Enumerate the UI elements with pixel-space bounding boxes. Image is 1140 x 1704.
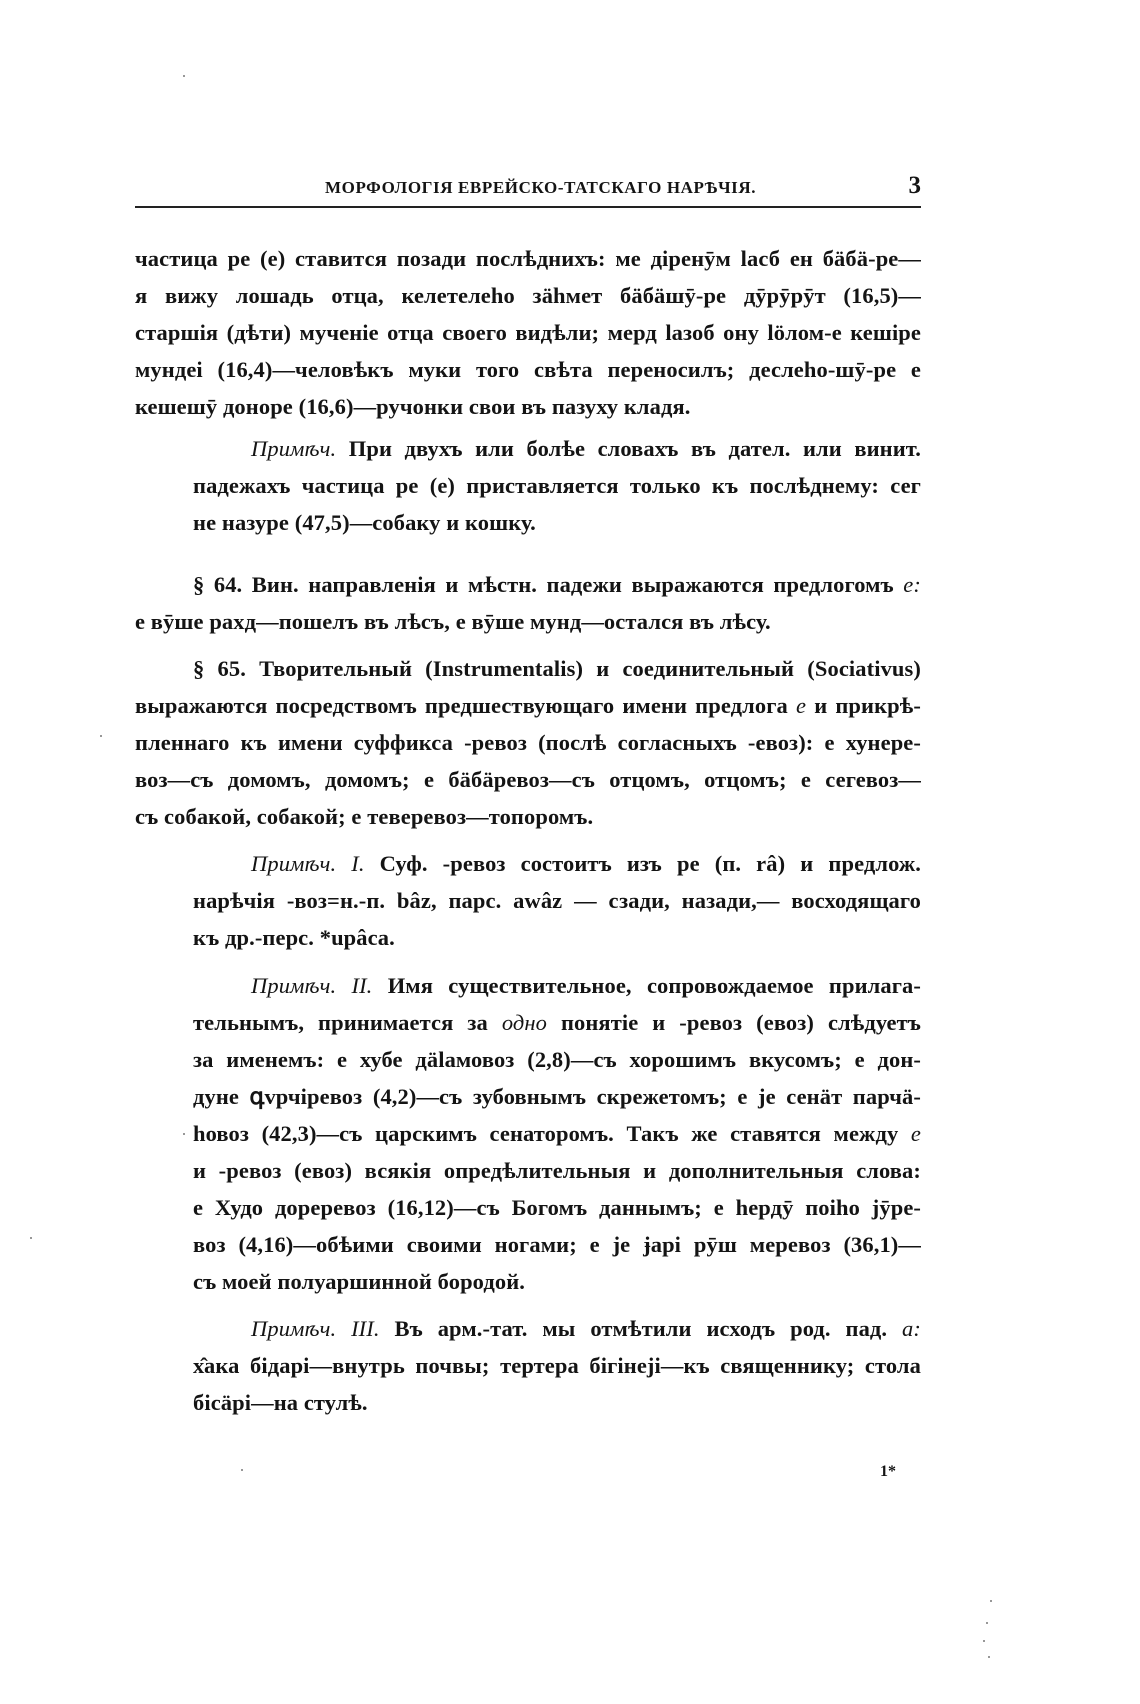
note-3 bbox=[193, 967, 921, 1300]
text-fragment: тельнымъ, принимается за bbox=[193, 1010, 488, 1035]
scan-speck bbox=[183, 75, 185, 77]
text-fragment: һовоз (42,3)—съ царскимъ сенаторомъ. Такъ же ставятся между bbox=[193, 1121, 899, 1146]
text-line: къ др.-перс. *upâca. bbox=[193, 925, 395, 950]
text-fragment: Имя существительное, сопровождаемое прилага- bbox=[387, 973, 921, 998]
section-first-line bbox=[135, 566, 921, 603]
scan-speck bbox=[30, 1237, 32, 1239]
running-title: МОРФОЛОГІЯ ЕВРЕЙСКО-ТАТСКАГО НАРѢЧІЯ. bbox=[325, 178, 757, 197]
section-65 bbox=[135, 650, 921, 835]
text-fragment: понятіе и -ревоз (евоз) слѣдуетъ bbox=[560, 1010, 921, 1035]
text-line: мундеі (16,4)—человѣкъ муки того свѣта переносилъ; деслеһо-шӯ-ре е bbox=[135, 357, 921, 382]
text-line: § 65. Творительный (Instrumentalis) и соединительный (Sociativus) bbox=[193, 656, 921, 681]
text-fragment: и прикрѣ- bbox=[814, 693, 921, 718]
scan-speck bbox=[241, 1469, 243, 1471]
note-label: Примѣч. III. bbox=[251, 1316, 380, 1341]
page-header bbox=[135, 172, 921, 208]
text-line: е вӯше рахд—пошелъ въ лѣсъ, е вӯше мунд—остался въ лѣсу. bbox=[135, 609, 771, 634]
text-line: съ собакой, собакой; е теверевоз—топоромъ. bbox=[135, 804, 594, 829]
scan-speck bbox=[100, 735, 102, 737]
note-4 bbox=[193, 1310, 921, 1421]
text-line: х̂ака бідарі—внутрь почвы; тертера бігінеjі—къ священнику; стола bbox=[193, 1353, 921, 1378]
italic-word: одно bbox=[501, 1010, 547, 1035]
text-line: бісäрі—на стулѣ. bbox=[193, 1390, 368, 1415]
note-first-line bbox=[193, 1310, 921, 1347]
note-label: Примѣч. II. bbox=[251, 973, 373, 998]
text-line: кешешӯ доноре (16,6)—ручонки свои въ пазуху кладя. bbox=[135, 394, 691, 419]
preposition-e: е: bbox=[903, 572, 921, 597]
note-label: Примѣч. bbox=[251, 436, 337, 461]
scan-speck bbox=[990, 1600, 992, 1602]
text-line-mixed bbox=[193, 1004, 921, 1041]
note-first-line bbox=[193, 967, 921, 1004]
preposition-e: е bbox=[795, 693, 807, 718]
note-first-line bbox=[193, 430, 921, 467]
text-line: дуне գvрчіревоз (4,2)—съ зубовнымъ скрежетомъ; е je сенäт парчä- bbox=[193, 1084, 921, 1109]
text-line: не назуре (47,5)—собаку и кошку. bbox=[193, 510, 536, 535]
text-line: частица ре (е) ставится позади послѣднихъ: ме діренӯм ӏасб ен бäбä-ре— bbox=[135, 246, 921, 271]
text-line: пленнаго къ имени суффикса -ревоз (послѣ согласныхъ -евоз): е хунере- bbox=[135, 730, 921, 755]
note-2 bbox=[193, 845, 921, 956]
scan-speck bbox=[988, 1656, 990, 1658]
text-fragment: выражаются посредствомъ предшествующаго имени предлога bbox=[135, 693, 788, 718]
paragraph-1 bbox=[135, 240, 921, 425]
scan-speck bbox=[986, 1622, 988, 1624]
text-line: и -ревоз (евоз) всякія опредѣлительныя и дополнительныя слова: bbox=[193, 1158, 921, 1183]
scan-speck bbox=[983, 1640, 985, 1642]
signature-mark: 1* bbox=[880, 1463, 896, 1480]
note-1 bbox=[193, 430, 921, 541]
text-line: падежахъ частица ре (е) приставляется только къ послѣднему: сег bbox=[193, 473, 921, 498]
note-label: Примѣч. I. bbox=[251, 851, 365, 876]
text-line: старшія (дѣти) мученіе отца своего видѣли; мерд ӏазоб ону ӏӧлом-е кешіре bbox=[135, 320, 921, 345]
text-fragment: Суф. -ревоз состоитъ изъ ре (п. râ) и предлож. bbox=[379, 851, 921, 876]
section-64 bbox=[135, 566, 921, 640]
text-line: е Худо дореревоз (16,12)—съ Богомъ даннымъ; е һердӯ поіһо jӯре- bbox=[193, 1195, 921, 1220]
text-line-mixed bbox=[193, 1115, 921, 1152]
page-number: 3 bbox=[908, 172, 921, 199]
text-line: съ моей полуаршинной бородой. bbox=[193, 1269, 526, 1294]
header-rule bbox=[135, 206, 921, 208]
text-line: за именемъ: е хубе дäӏамовоз (2,8)—съ хорошимъ вкусомъ; е дон- bbox=[193, 1047, 921, 1072]
preposition-e: е bbox=[910, 1121, 921, 1146]
scan-speck bbox=[183, 1133, 185, 1135]
text-line: я вижу лошадь отца, келетелеһо зäһмет бäбäшӯ-ре дӯрӯрӯт (16,5)— bbox=[135, 283, 921, 308]
preposition-a: а: bbox=[902, 1316, 921, 1341]
text-fragment: § 64. Вин. направленія и мѣстн. падежи выражаются предлогомъ bbox=[193, 572, 894, 597]
text-fragment: При двухъ или болѣе словахъ въ дател. или винит. bbox=[348, 436, 921, 461]
text-line: воз—съ домомъ, домомъ; е бäбäревоз—съ отцомъ, отцомъ; е сегевоз— bbox=[135, 767, 921, 792]
text-line: нарѣчія -воз=н.-п. bâz, парс. awâz — сзади, назади,— восходящаго bbox=[193, 888, 921, 913]
text-line: воз (4,16)—обѣими своими ногами; е je ɉарі рӯш меревоз (36,1)— bbox=[193, 1232, 921, 1257]
text-line-mixed bbox=[135, 687, 921, 724]
note-first-line bbox=[193, 845, 921, 882]
text-fragment: Въ арм.-тат. мы отмѣтили исходъ род. пад. bbox=[394, 1316, 888, 1341]
